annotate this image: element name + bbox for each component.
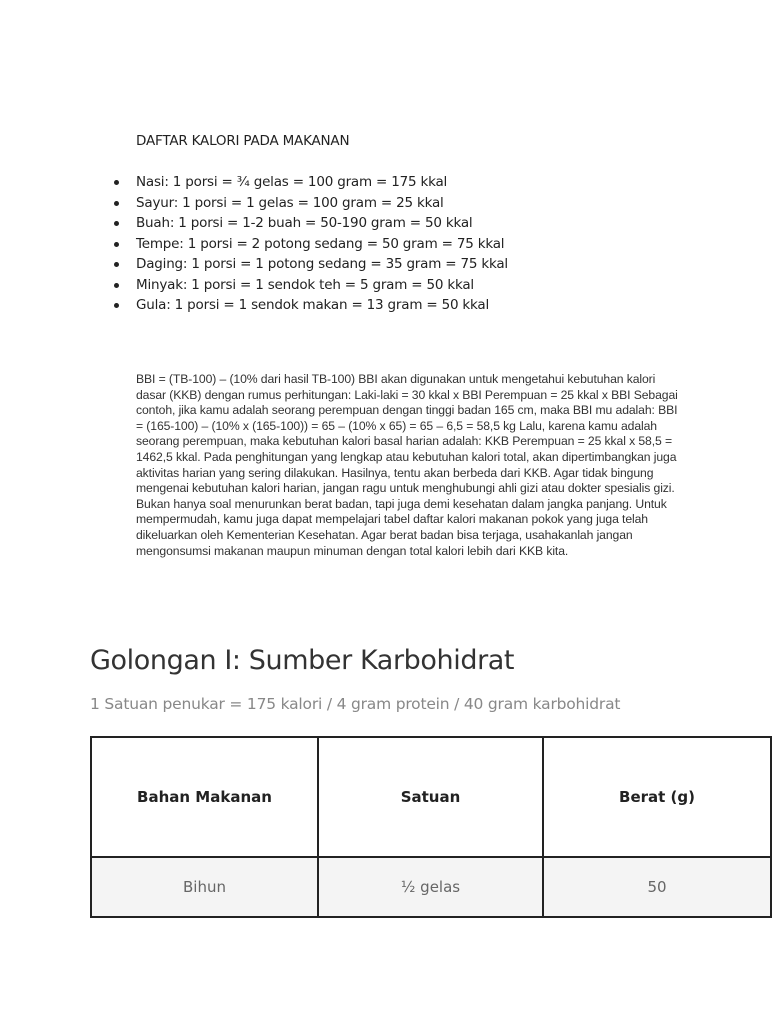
food-table [90,736,772,918]
header-satuan: Satuan [318,737,543,857]
list-item-text: Gula: 1 porsi = 1 sendok makan = 13 gram = 50 kkal [136,297,490,313]
list-item-text: Minyak: 1 porsi = 1 sendok teh = 5 gram = 50 kkal [136,276,474,293]
header-berat: Berat (g) [543,737,771,857]
food-table-container [90,736,695,906]
header-bahan-makanan: Bahan Makanan [91,737,318,857]
list-item-text: Daging: 1 porsi = 1 potong sedang = 35 gram = 75 kkal [136,256,508,272]
list-item [112,254,508,275]
list-item-text: Tempe: 1 porsi = 2 potong sedang = 50 gram = 75 kkal [136,235,505,252]
list-item [112,295,508,316]
table-row [91,857,771,917]
golongan-subtitle: 1 Satuan penukar = 175 kalori / 4 gram protein / 40 gram karbohidrat [90,695,621,713]
bullet-icon [114,242,119,247]
list-item [112,213,508,234]
table-header-row [91,737,771,857]
bullet-icon [114,283,119,288]
list-item-text: Sayur: 1 porsi = 1 gelas = 100 gram = 25 kkal [136,194,444,211]
list-item [112,172,508,193]
bullet-icon [114,262,119,267]
bullet-icon [114,303,119,308]
golongan-title: Golongan I: Sumber Karbohidrat [90,645,515,676]
bullet-icon [114,180,119,185]
calorie-list [112,172,508,316]
section-heading: DAFTAR KALORI PADA MAKANAN [136,133,350,149]
bullet-icon [114,221,119,226]
list-item [112,234,508,255]
cell-satuan: ½ gelas [318,857,543,917]
cell-berat: 50 [543,857,771,917]
bullet-icon [114,201,119,206]
cell-bahan-makanan: Bihun [91,857,318,917]
list-item-text: Buah: 1 porsi = 1-2 buah = 50-190 gram = 50 kkal [136,215,473,231]
list-item [112,193,508,214]
body-paragraph: BBI = (TB-100) – (10% dari hasil TB-100) BBI akan digunakan untuk mengetahui kebutuhan kalori dasar (KKB) dengan rumus perhitungan: Laki-laki = 30 kkal x BBI Perempuan = 25 kkal x BBI Sebagai contoh, jika kamu adalah seorang perempuan dengan tinggi badan 165 cm, maka BBI mu adalah: BBI = (165-100) – (10% x (165-100)) = 65 – (10% x 65) = 65 – 6,5 = 58,5 kg Lalu, karena kamu adalah seorang perempuan, maka kebutuhan kalori basal harian adalah: KKB Perempuan = 25 kkal x 58,5 = 1462,5 kkal. Pada penghitungan yang lengkap atau kebutuhan kalori total, akan dipertimbangkan juga aktivitas harian yang sering dilakukan. Hasilnya, tentu akan berbeda dari KKB. Agar tidak bingung mengenai kebutuhan kalori harian, jangan ragu untuk menghubungi ahli gizi atau dokter spesialis gizi. Bukan hanya soal menurunkan berat badan, tapi juga demi kesehatan dalam jangka panjang. Untuk mempermudah, kamu juga dapat mempelajari tabel daftar kalori makanan pokok yang juga telah dikeluarkan oleh Kementerian Kesehatan. Agar berat badan bisa terjaga, usahakanlah jangan mengonsumsi makanan maupun minuman dengan total kalori lebih dari KKB kita. [136,372,678,558]
list-item [112,275,508,296]
list-item-text: Nasi: 1 porsi = ¾ gelas = 100 gram = 175 kkal [136,174,448,190]
